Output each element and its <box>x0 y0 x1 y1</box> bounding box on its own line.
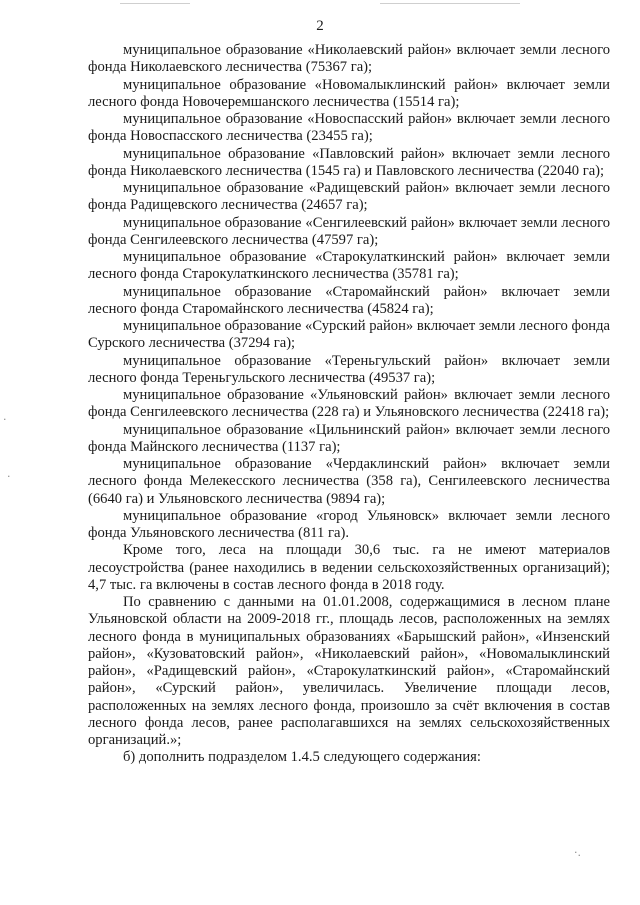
scan-artifact <box>380 3 520 4</box>
paragraph-ulyanovsky: муниципальное образование «Ульяновский район» включает земли лесного фонда Сенгилеевского лесничества (228 га) и Ульяновского лесничества (22418 га); <box>88 387 610 421</box>
scan-speck: ·. <box>574 846 581 859</box>
paragraph-subsection-1-4-5: б) дополнить подразделом 1.4.5 следующего содержания: <box>123 749 481 766</box>
paragraph-radishchevsky: муниципальное образование «Радищевский район» включает земли лесного фонда Радищевского лесничества (24657 га); <box>88 180 610 214</box>
paragraph-novomalyklinsky: муниципальное образование «Новомалыклинский район» включает земли лесного фонда Новочеремшанского лесничества (15514 га); <box>88 76 610 110</box>
scan-speck: · <box>7 470 11 483</box>
paragraph-ulyanovsk-city: муниципальное образование «город Ульяновск» включает земли лесного фонда Ульяновского лесничества (811 га). <box>88 507 610 541</box>
paragraph-terengulsky: муниципальное образование «Тереньгульский район» включает земли лесного фонда Тереньгульского лесничества (49537 га); <box>88 352 610 386</box>
paragraph-comparison-2008: По сравнению с данными на 01.01.2008, содержащимися в лесном плане Ульяновской области на 2009-2018 гг., площадь лесов, расположенных на землях лесного фонда в муниципальных образованиях «Барышский район», «Инзенский район», «Кузоватовский район», «Николаевский район», «Новомалыклинский район», «Радищевский район», «Старокулаткинский район», «Старомайнский район», «Сурский район», увеличилась. Увеличение площади лесов, расположенных на землях лесного фонда, произошло за счёт включения в состав лесного фонда лесов, ранее располагавшихся на землях сельскохозяйственных организаций.»; <box>88 594 610 748</box>
paragraph-sursky: муниципальное образование «Сурский район» включает земли лесного фонда Сурского лесничества (37294 га); <box>88 318 610 352</box>
paragraph-sengileevsky: муниципальное образование «Сенгилеевский район» включает земли лесного фонда Сенгилеевского лесничества (47597 га); <box>88 214 610 248</box>
paragraph-starokulatkinsky: муниципальное образование «Старокулаткинский район» включает земли лесного фонда Старокулаткинского лесничества (35781 га); <box>88 249 610 283</box>
paragraph-unsurveyed-forests: Кроме того, леса на площади 30,6 тыс. га не имеют материалов лесоустройства (ранее находились в ведении сельскохозяйственных организаций); 4,7 тыс. га включены в состав лесного фонда в 2018 году. <box>88 542 610 593</box>
paragraph-staromainsky: муниципальное образование «Старомайнский район» включает земли лесного фонда Старомайнского лесничества (45824 га); <box>88 283 610 317</box>
paragraph-pavlovsky: муниципальное образование «Павловский район» включает земли лесного фонда Николаевского лесничества (1545 га) и Павловского лесничества (22040 га); <box>88 145 610 179</box>
paragraph-novospassky: муниципальное образование «Новоспасский район» включает земли лесного фонда Новоспасского лесничества (23455 га); <box>88 111 610 145</box>
document-body <box>88 42 610 767</box>
scan-artifact <box>120 3 190 4</box>
page-number: 2 <box>316 18 324 34</box>
scan-speck: · <box>3 413 7 426</box>
paragraph-tsilninsky: муниципальное образование «Цильнинский район» включает земли лесного фонда Майнского лесничества (1137 га); <box>88 421 610 455</box>
paragraph-cherdaklinsky: муниципальное образование «Чердаклинский район» включает земли лесного фонда Мелекесского лесничества (358 га), Сенгилеевского лесничества (6640 га) и Ульяновского лесничества (9894 га); <box>88 456 610 507</box>
paragraph-nikolaevsky: муниципальное образование «Николаевский район» включает земли лесного фонда Николаевского лесничества (75367 га); <box>88 42 610 76</box>
